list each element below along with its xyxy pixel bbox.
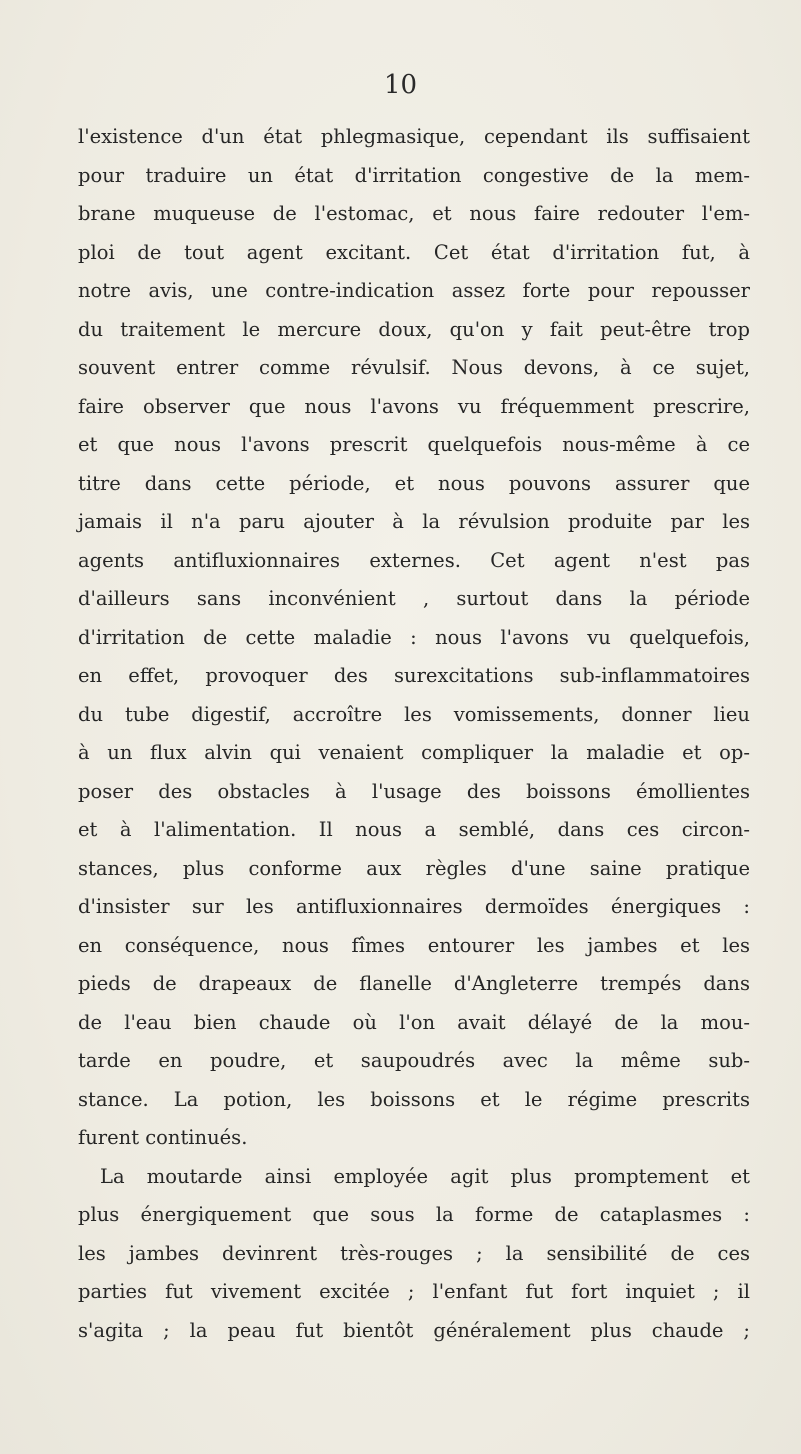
text-line: pieds de drapeaux de flanelle d'Angleterre trempés dans [78,972,750,995]
text-line: s'agita ; la peau fut bientôt généralement plus chaude ; [78,1318,750,1342]
text-line: l'existence d'un état phlegmasique, cependant ils suffisaient [78,125,750,148]
text-line: tarde en poudre, et saupoudrés avec la même sub- [78,1049,750,1072]
text-line: et à l'alimentation. Il nous a semblé, dans ces circon- [78,818,750,841]
text-line: agents antifluxionnaires externes. Cet agent n'est pas [78,548,750,572]
text-line: jamais il n'a paru ajouter à la révulsion produite par les [78,510,750,533]
text-line: et que nous l'avons prescrit quelquefois nous-même à ce [78,433,750,456]
text-line: stances, plus conforme aux règles d'une saine pratique [78,856,750,880]
body-text [78,118,750,1350]
text-line: du traitement le mercure doux, qu'on y fait peut-être trop [78,317,750,341]
text-line: d'insister sur les antifluxionnaires dermoïdes énergiques : [78,895,750,918]
text-line: titre dans cette période, et nous pouvons assurer que [78,471,750,495]
text-line: brane muqueuse de l'estomac, et nous faire redouter l'em- [78,202,750,225]
text-line: d'ailleurs sans inconvénient , surtout dans la période [78,587,750,610]
text-line: faire observer que nous l'avons vu fréquemment prescrire, [78,394,750,418]
text-line: en conséquence, nous fîmes entourer les jambes et les [78,933,750,957]
text-line: à un flux alvin qui venaient compliquer la maladie et op- [78,741,750,764]
text-line: notre avis, une contre-indication assez forte pour repousser [78,279,750,302]
text-line: d'irritation de cette maladie : nous l'avons vu quelquefois, [78,625,750,649]
text-line: du tube digestif, accroître les vomissements, donner lieu [78,702,750,726]
text-line: stance. La potion, les boissons et le régime prescrits [78,1087,750,1111]
text-line: poser des obstacles à l'usage des boissons émollientes [78,779,750,803]
text-line: pour traduire un état d'irritation congestive de la mem- [78,163,750,187]
page-number: 10 [383,70,418,100]
text-line: souvent entrer comme révulsif. Nous devons, à ce sujet, [78,356,750,379]
text-line: les jambes devinrent très-rouges ; la sensibilité de ces [78,1241,750,1265]
text-line: de l'eau bien chaude où l'on avait délayé de la mou- [78,1010,750,1034]
text-line: en effet, provoquer des surexcitations sub-inflammatoires [78,664,750,687]
text-line: parties fut vivement excitée ; l'enfant fut fort inquiet ; il [78,1280,750,1303]
paragraph-start-line: La moutarde ainsi employée agit plus promptement et [100,1164,750,1188]
text-line: furent continués. [78,1126,248,1149]
text-line: ploi de tout agent excitant. Cet état d'irritation fut, à [78,240,750,264]
text-line: plus énergiquement que sous la forme de cataplasmes : [78,1203,750,1226]
